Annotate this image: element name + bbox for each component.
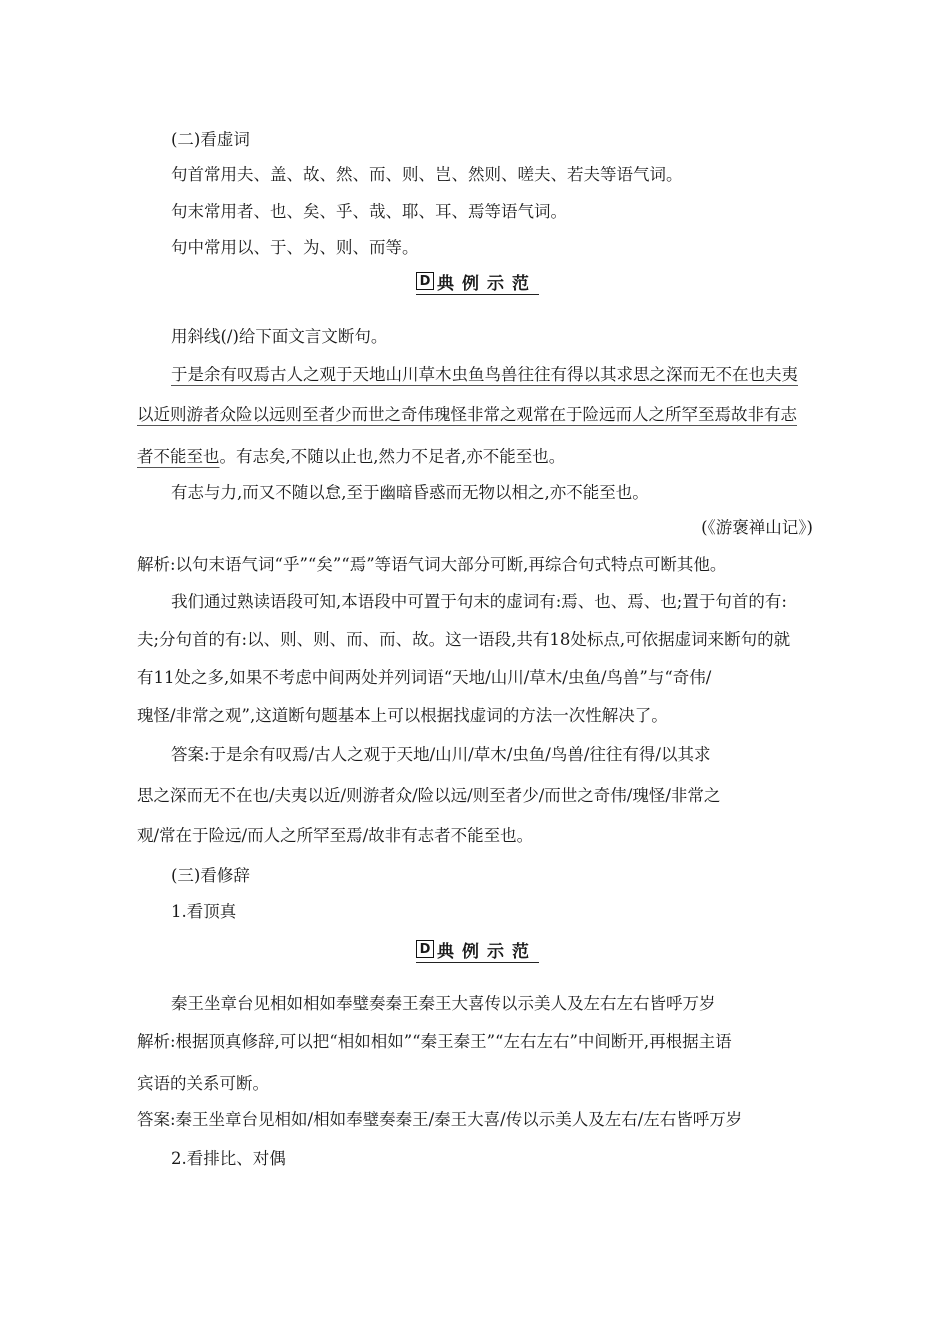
answer: 答案:秦王坐章台见相如/相如奉璧奏秦王/秦王大喜/传以示美人及左右/左右皆呼万岁 bbox=[137, 1110, 743, 1129]
analysis: 解析:根据顶真修辞,可以把“相如相如”“秦王秦王”“左右左右”中间断开,再根据主语 bbox=[137, 1032, 732, 1051]
analysis: 解析:以句末语气词“乎”“矣”“焉”等语气词大部分可断,再综合句式特点可断其他。 bbox=[137, 555, 727, 574]
d-badge-icon: D bbox=[416, 940, 434, 958]
section-heading-3: (三)看修辞 bbox=[171, 866, 250, 885]
paragraph: 句中常用以、于、为、则、而等。 bbox=[171, 238, 419, 257]
passage-line: 于是余有叹焉古人之观于天地山川草木虫鱼鸟兽往往有得以其求思之深而无不在也夫夷 bbox=[171, 365, 798, 384]
passage-line bbox=[137, 445, 813, 469]
passage-rest: 。有志矣,不随以止也,然力不足者,亦不能至也。 bbox=[219, 447, 566, 466]
banner-title: 典例示范 bbox=[437, 273, 537, 294]
detail-line: 夫;分句首的有:以、则、则、而、而、故。这一语段,共有18处标点,可依据虚词来断句的就 bbox=[137, 630, 791, 649]
answer-line: 答案:于是余有叹焉/古人之观于天地/山川/草木/虫鱼/鸟兽/往往有得/以其求 bbox=[171, 745, 711, 764]
analysis: 宾语的关系可断。 bbox=[137, 1074, 269, 1093]
detail-line: 有11处之多,如果不考虑中间两处并列词语“天地/山川/草木/虫鱼/鸟兽”与“奇伟/ bbox=[137, 668, 712, 687]
paragraph: 句首常用夫、盖、故、然、而、则、岂、然则、嗟夫、若夫等语气词。 bbox=[171, 165, 683, 184]
passage-line: 有志与力,而又不随以怠,至于幽暗昏惑而无物以相之,亦不能至也。 bbox=[171, 483, 649, 502]
subheading: 1.看顶真 bbox=[171, 902, 237, 921]
source-citation: (《游褒禅山记》) bbox=[701, 518, 813, 537]
detail-line: 瑰怪/非常之观”,这道断句题基本上可以根据找虚词的方法一次性解决了。 bbox=[137, 706, 668, 725]
answer-line: 观/常在于险远/而人之所罕至焉/故非有志者不能至也。 bbox=[137, 826, 534, 845]
paragraph: 句末常用者、也、矣、乎、哉、耶、耳、焉等语气词。 bbox=[171, 202, 567, 221]
section-heading-2: (二)看虚词 bbox=[171, 130, 250, 149]
banner-title: 典例示范 bbox=[437, 941, 537, 962]
passage-underlined: 者不能至也 bbox=[137, 447, 220, 466]
example-banner bbox=[416, 936, 539, 963]
passage-line: 以近则游者众险以远则至者少而世之奇伟瑰怪非常之观常在于险远而人之所罕至焉故非有志 bbox=[137, 405, 797, 424]
detail-line: 我们通过熟读语段可知,本语段中可置于句末的虚词有:焉、也、焉、也;置于句首的有: bbox=[171, 592, 787, 611]
subheading: 2.看排比、对偶 bbox=[171, 1149, 286, 1168]
d-badge-icon: D bbox=[416, 272, 434, 290]
example-banner bbox=[416, 268, 539, 295]
answer-line: 思之深而无不在也/夫夷以近/则游者众/险以远/则至者少/而世之奇伟/瑰怪/非常之 bbox=[137, 786, 721, 805]
instruction: 用斜线(/)给下面文言文断句。 bbox=[171, 327, 388, 346]
passage: 秦王坐章台见相如相如奉璧奏秦王秦王大喜传以示美人及左右左右皆呼万岁 bbox=[171, 994, 716, 1013]
